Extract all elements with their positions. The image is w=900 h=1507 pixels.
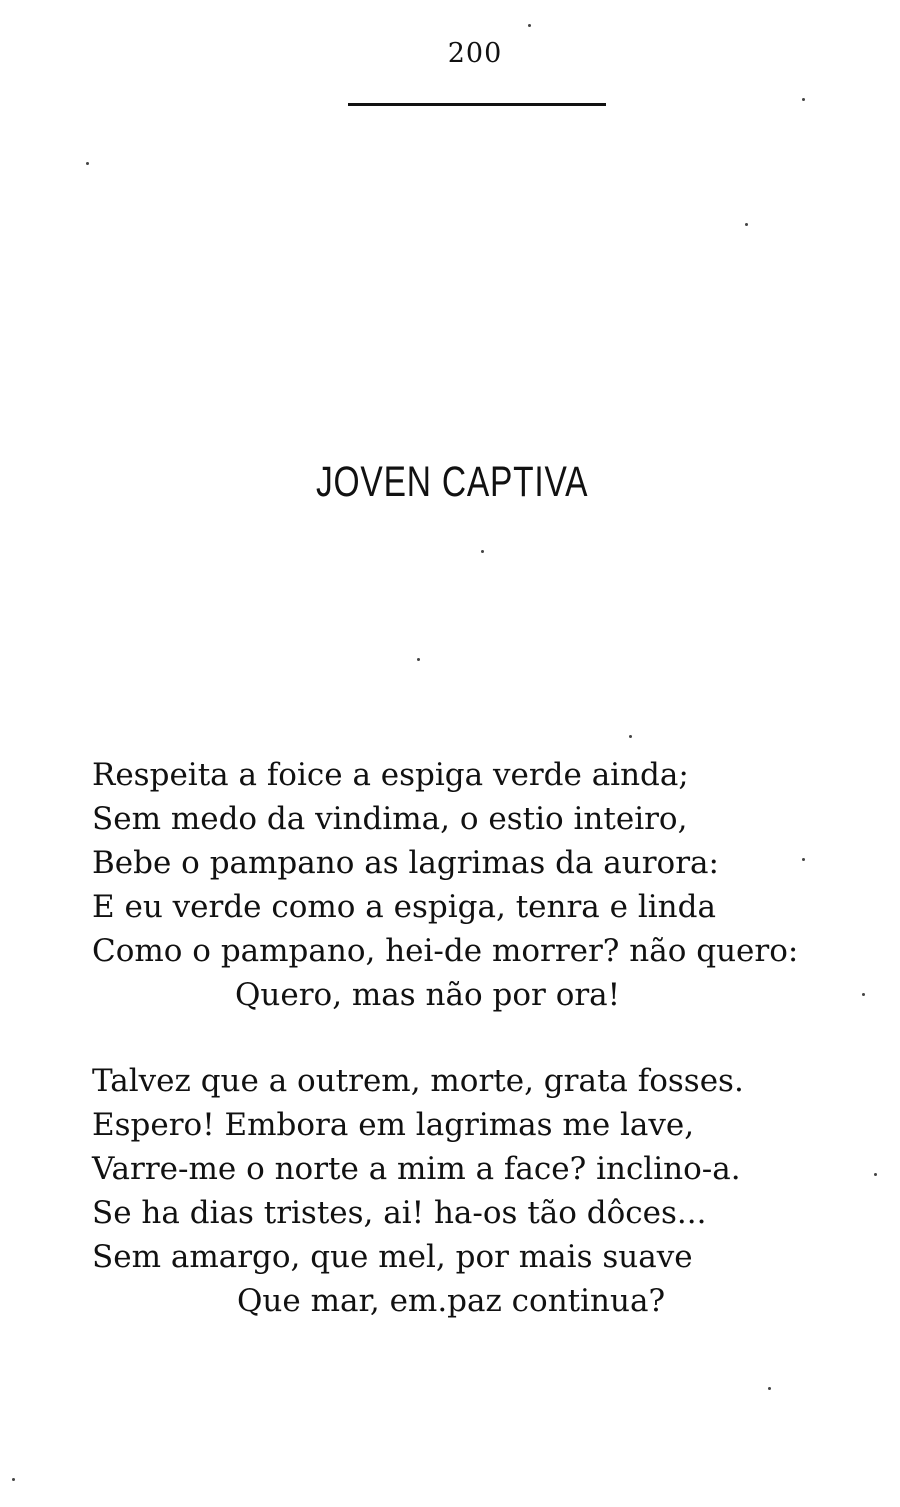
scan-speck	[481, 550, 484, 553]
verse-line: Espero! Embora em lagrimas me lave,	[92, 1107, 695, 1143]
verse-line: E eu verde como a espiga, tenra e linda	[92, 889, 716, 925]
stanza-2	[92, 1059, 744, 1323]
verse-line-refrain: Quero, mas não por ora!	[235, 977, 621, 1013]
scan-speck	[862, 993, 865, 996]
scan-speck	[86, 162, 89, 165]
verse-line: Bebe o pampano as lagrimas da aurora:	[92, 845, 719, 881]
verse-line: Sem medo da vindima, o estio inteiro,	[92, 801, 688, 837]
poem-title: JOVEN CAPTIVA	[316, 458, 589, 506]
verse-line: Respeita a foice a espiga verde ainda;	[92, 757, 689, 793]
stanza-1	[92, 753, 798, 1017]
scan-speck	[768, 1387, 771, 1390]
scan-speck	[12, 1478, 15, 1481]
verse-line: Se ha dias tristes, ai! ha-os tão dôces...	[92, 1195, 707, 1231]
scan-speck	[528, 24, 531, 27]
scan-speck	[802, 98, 805, 101]
verse-line: Talvez que a outrem, morte, grata fosses.	[92, 1063, 744, 1099]
header-rule	[348, 103, 606, 106]
scan-speck	[629, 735, 632, 738]
verse-line: Sem amargo, que mel, por mais suave	[92, 1239, 693, 1275]
scan-speck	[745, 223, 748, 226]
verse-line: Como o pampano, hei-de morrer? não quero:	[92, 933, 799, 969]
page-number: 200	[447, 38, 503, 69]
verse-line: Varre-me o norte a mim a face? inclino-a.	[92, 1151, 741, 1187]
verse-line-refrain: Que mar, em.paz continua?	[237, 1283, 666, 1319]
scan-speck	[802, 858, 805, 861]
scan-speck	[417, 658, 420, 661]
scan-speck	[874, 1173, 877, 1176]
